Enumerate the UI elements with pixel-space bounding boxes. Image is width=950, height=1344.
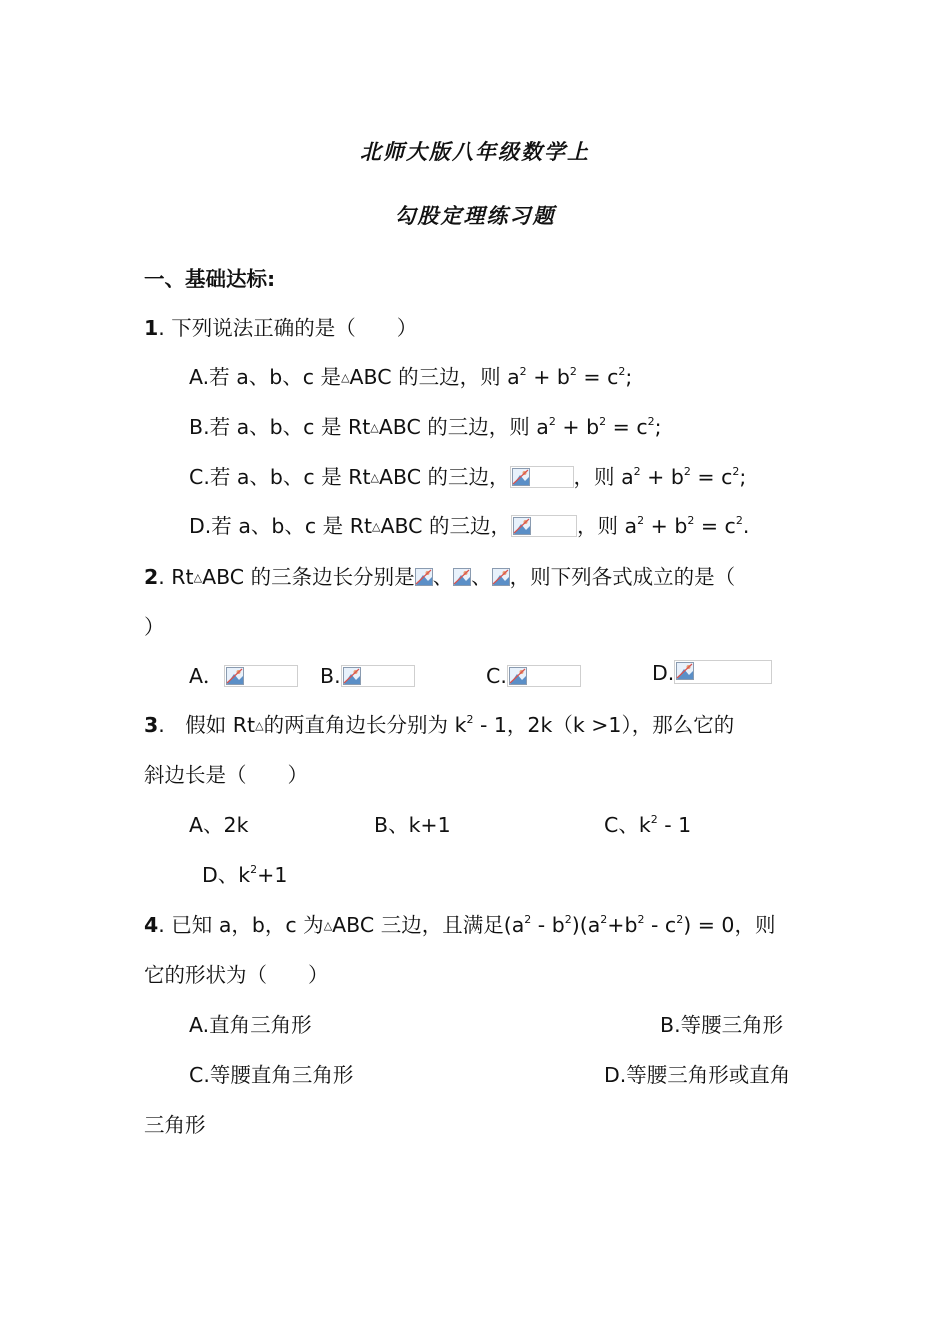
triangle-symbol: △ (370, 421, 379, 434)
option-text: = c (576, 365, 619, 389)
doc-subtitle: 勾股定理练习题 (394, 203, 556, 228)
question-text: ) = 0，则 (683, 913, 776, 937)
q1-option-c (189, 464, 746, 491)
formula-image-placeholder (341, 665, 415, 687)
question-text: - c (644, 913, 677, 937)
question-3-stem-cont: 斜边长是（ ） (144, 763, 308, 787)
formula-image-placeholder (511, 515, 577, 537)
triangle-symbol: △ (255, 719, 264, 732)
broken-image-icon (492, 568, 510, 586)
broken-image-icon (513, 517, 531, 535)
doc-title: 北师大版八年级数学上 (360, 139, 590, 164)
triangle-symbol: △ (323, 919, 333, 932)
option-text: D、k (202, 863, 251, 887)
option-label: C. (486, 664, 507, 688)
superscript: 2 (637, 514, 645, 527)
question-text: - b (531, 913, 565, 937)
q3-option-a: A、2k (189, 813, 249, 837)
question-text: - 1，2k（k >1），那么它的 (473, 713, 735, 737)
q1-option-b (189, 414, 662, 441)
option-text: = c (690, 465, 733, 489)
superscript: 2 (524, 913, 532, 926)
question-1-stem (144, 315, 417, 341)
option-text: + b (644, 514, 688, 538)
broken-image-icon (415, 568, 433, 586)
option-label: A． (189, 664, 224, 688)
superscript: 2 (599, 415, 607, 428)
q2-option-d (652, 660, 772, 686)
option-text: ABC 的三边， (380, 514, 512, 538)
superscript: 2 (519, 365, 527, 378)
triangle-symbol: △ (341, 371, 350, 384)
q4-option-d: D.等腰三角形或直角 (604, 1063, 791, 1087)
option-text: D.若 a、b、c 是 Rt (189, 514, 372, 538)
separator: 、 (432, 565, 454, 589)
option-text: - 1 (657, 813, 692, 837)
option-text: ; (625, 365, 633, 389)
superscript: 2 (250, 863, 258, 876)
q2-option-a (189, 663, 298, 689)
question-text: +b (607, 913, 638, 937)
superscript: 2 (735, 514, 743, 527)
q2-option-b (320, 663, 415, 689)
broken-image-icon (343, 667, 361, 685)
question-number: 1 (144, 316, 159, 340)
superscript: 2 (676, 913, 684, 926)
triangle-symbol: △ (370, 471, 379, 484)
broken-image-icon (226, 667, 244, 685)
question-text: . 下列说法正确的是（ ） (158, 316, 418, 340)
q3-option-d (202, 862, 287, 888)
formula-image-placeholder (510, 466, 574, 488)
superscript: 2 (637, 913, 645, 926)
q1-option-a (189, 364, 632, 391)
broken-image-icon (512, 468, 530, 486)
option-text: ，则 a (573, 465, 634, 489)
question-text: ，则下列各式成立的是（ (509, 565, 736, 589)
question-text: 的两直角边长分别为 k (263, 713, 467, 737)
q2-option-c (486, 663, 581, 689)
option-text: . (742, 514, 750, 538)
superscript: 2 (466, 713, 474, 726)
option-text: B.若 a、b、c 是 Rt (189, 415, 371, 439)
superscript: 2 (683, 465, 691, 478)
section-heading: 一、基础达标: (144, 267, 276, 291)
superscript: 2 (650, 813, 658, 826)
formula-image-placeholder (224, 665, 298, 687)
question-4-stem (144, 912, 775, 939)
question-2-close: ） (144, 615, 165, 639)
superscript: 2 (732, 465, 740, 478)
superscript: 2 (618, 365, 626, 378)
option-text: = c (694, 514, 736, 538)
question-text: . 假如 Rt (158, 713, 256, 737)
q1-option-d (189, 513, 749, 540)
broken-image-icon (453, 568, 471, 586)
q4-option-d-cont: 三角形 (144, 1113, 206, 1137)
q3-option-c (604, 812, 691, 838)
superscript: 2 (564, 913, 572, 926)
option-label: D. (652, 661, 675, 685)
question-3-stem (144, 712, 734, 739)
question-text: ABC 三边，且满足(a (332, 913, 525, 937)
option-text: + b (640, 465, 684, 489)
question-2-stem (144, 564, 735, 591)
broken-image-icon (676, 662, 694, 680)
question-text: . Rt (158, 565, 194, 589)
option-text: C、k (604, 813, 651, 837)
superscript: 2 (687, 514, 695, 527)
q4-option-b: B.等腰三角形 (660, 1013, 784, 1037)
option-text: ; (739, 465, 747, 489)
formula-image-placeholder (674, 660, 772, 684)
option-text: ABC 的三边，则 a (349, 365, 520, 389)
triangle-symbol: △ (193, 571, 203, 584)
q3-option-b: B、k+1 (374, 813, 451, 837)
option-text: C.若 a、b、c 是 Rt (189, 465, 371, 489)
question-number: 2 (144, 565, 159, 589)
separator: 、 (471, 565, 492, 589)
question-text: ABC 的三条边长分别是 (202, 565, 415, 589)
q4-option-a: A.直角三角形 (189, 1013, 312, 1037)
option-text: ; (654, 415, 662, 439)
option-text: ABC 的三边，则 a (378, 415, 549, 439)
question-text: . 已知 a，b，c 为 (158, 913, 324, 937)
superscript: 2 (647, 415, 655, 428)
question-4-stem-cont: 它的形状为（ ） (144, 963, 329, 987)
option-text: + b (526, 365, 570, 389)
formula-image-placeholder (507, 665, 581, 687)
superscript: 2 (569, 365, 577, 378)
option-label: B. (320, 664, 341, 688)
option-text: = c (606, 415, 648, 439)
triangle-symbol: △ (371, 520, 381, 533)
question-number: 3 (144, 713, 159, 737)
superscript: 2 (548, 415, 556, 428)
broken-image-icon (509, 667, 527, 685)
q4-option-c: C.等腰直角三角形 (189, 1063, 354, 1087)
superscript: 2 (600, 913, 608, 926)
question-text: )(a (571, 913, 601, 937)
option-text: +1 (257, 863, 288, 887)
question-number: 4 (144, 913, 159, 937)
option-text: ABC 的三边， (378, 465, 510, 489)
option-text: ，则 a (577, 514, 638, 538)
option-text: A.若 a、b、c 是 (189, 365, 342, 389)
superscript: 2 (633, 465, 641, 478)
option-text: + b (555, 415, 600, 439)
